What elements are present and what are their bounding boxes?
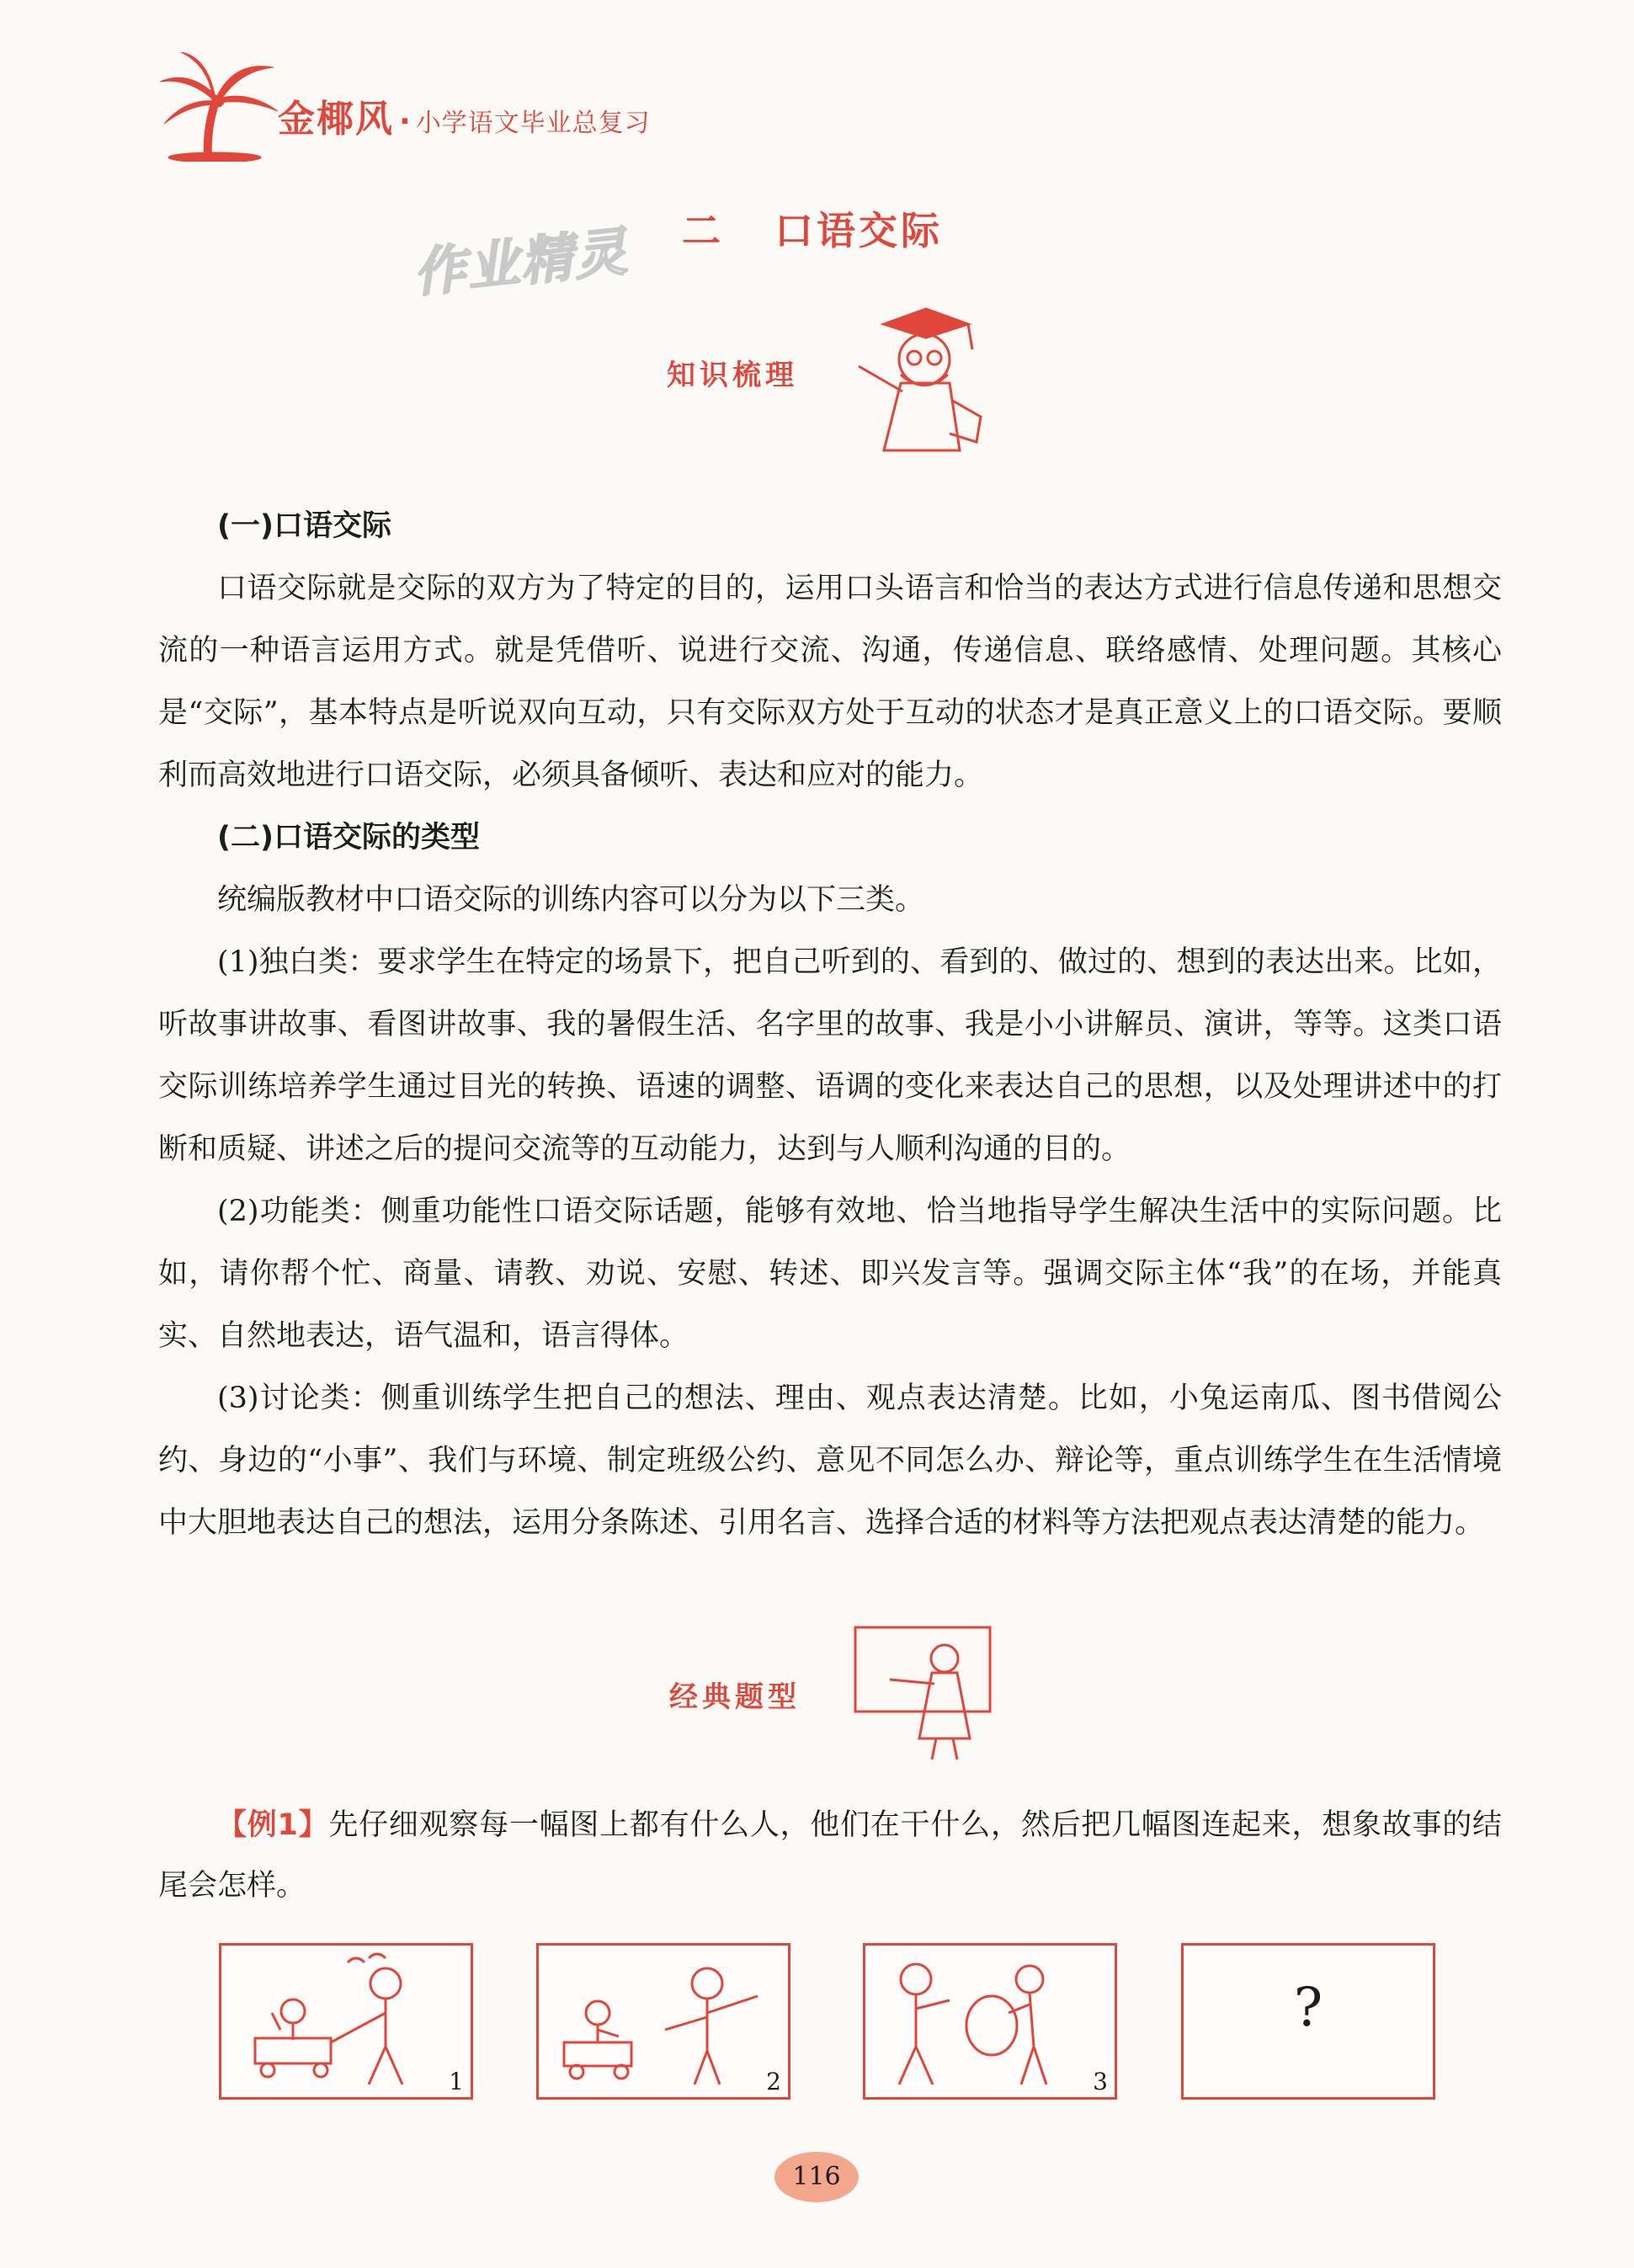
brand-subtitle: 小学语文毕业总复习: [415, 109, 651, 138]
section-knowledge-label: 知识梳理: [667, 359, 798, 392]
professor-illustration: [850, 299, 998, 459]
watermark: 作业精灵: [410, 220, 631, 305]
brand-name: 金椰风: [278, 98, 394, 141]
chapter-heading: [682, 200, 943, 256]
paragraph-definition: 口语交际就是交际的双方为了特定的目的，运用口头语言和恰当的表达方式进行信息传递和思想交流的一种语言运用方式。就是凭借听、说进行交流、沟通，传递信息、联络感情、处理问题。其核心是“交际”，基本特点是听说双向互动，只有交际双方处于互动的状态才是真正意义上的口语交际。要顺利而高效地进行口语交际，必须具备倾听、表达和应对的能力。: [158, 572, 1502, 792]
kids-wagon-illustration: [221, 1946, 471, 2097]
heading-oral-communication: (一)口语交际: [217, 509, 391, 543]
picture-panel-1: [219, 1943, 473, 2100]
page-number: 116: [774, 2152, 859, 2202]
header-brand: [278, 88, 651, 142]
brand-separator: ·: [399, 104, 411, 139]
paragraph-discussion: (3)讨论类：侧重训练学生把自己的想法、理由、观点表达清楚。比如，小兔运南瓜、图书借阅公约、身边的“小事”、我们与环境、制定班级公约、意见不同怎么办、辩论等，重点训练学生在生活情境中大胆地表达自己的想法，运用分条陈述、引用名言、选择合适的材料等方法把观点表达清楚的能力。: [158, 1382, 1502, 1540]
picture-panel-4: [1181, 1943, 1435, 2100]
paragraph-functional: (2)功能类：侧重功能性口语交际话题，能够有效地、恰当地指导学生解决生活中的实际问题。比如，请你帮个忙、商量、请教、劝说、安慰、转述、即兴发言等。强调交际主体“我”的在场，并能真实、自然地表达，语气温和，语言得体。: [158, 1195, 1502, 1353]
panel-number: 1: [449, 2068, 464, 2095]
panel-question-mark: ?: [1293, 1977, 1323, 2039]
paragraph-types-intro: 统编版教材中口语交际的训练内容可以分为以下三类。: [217, 883, 925, 917]
kids-pointing-illustration: [539, 1946, 788, 2097]
example-tag: 【例1】: [217, 1808, 329, 1842]
section-classic-label: 经典题型: [669, 1680, 801, 1714]
heading-types: (二)口语交际的类型: [217, 821, 480, 854]
panel-number: 3: [1093, 2068, 1108, 2095]
teacher-blackboard-illustration: [852, 1621, 995, 1764]
picture-panel-3: [863, 1943, 1117, 2100]
main-content: [158, 495, 1502, 1554]
boy-and-old-man-illustration: [865, 1946, 1115, 2097]
picture-panel-2: [536, 1943, 790, 2100]
panel-number: 2: [766, 2068, 781, 2095]
chapter-title: 口语交际: [774, 208, 943, 253]
chapter-number: 二: [682, 208, 724, 253]
example-question: [158, 1795, 1502, 1916]
paragraph-monologue: (1)独白类：要求学生在特定的场景下，把自己听到的、看到的、做过的、想到的表达出来。比如，听故事讲故事、看图讲故事、我的暑假生活、名字里的故事、我是小小讲解员、演讲，等等。这类口语交际训练培养学生通过目光的转换、语速的调整、语调的变化来表达自己的思想，以及处理讲述中的打断和质疑、讲述之后的提问交流等的互动能力，达到与人顺利沟通的目的。: [158, 945, 1502, 1166]
palm-tree-logo: [156, 52, 282, 162]
example-text: 先仔细观察每一幅图上都有什么人，他们在干什么，然后把几幅图连起来，想象故事的结尾会怎样。: [158, 1808, 1502, 1903]
